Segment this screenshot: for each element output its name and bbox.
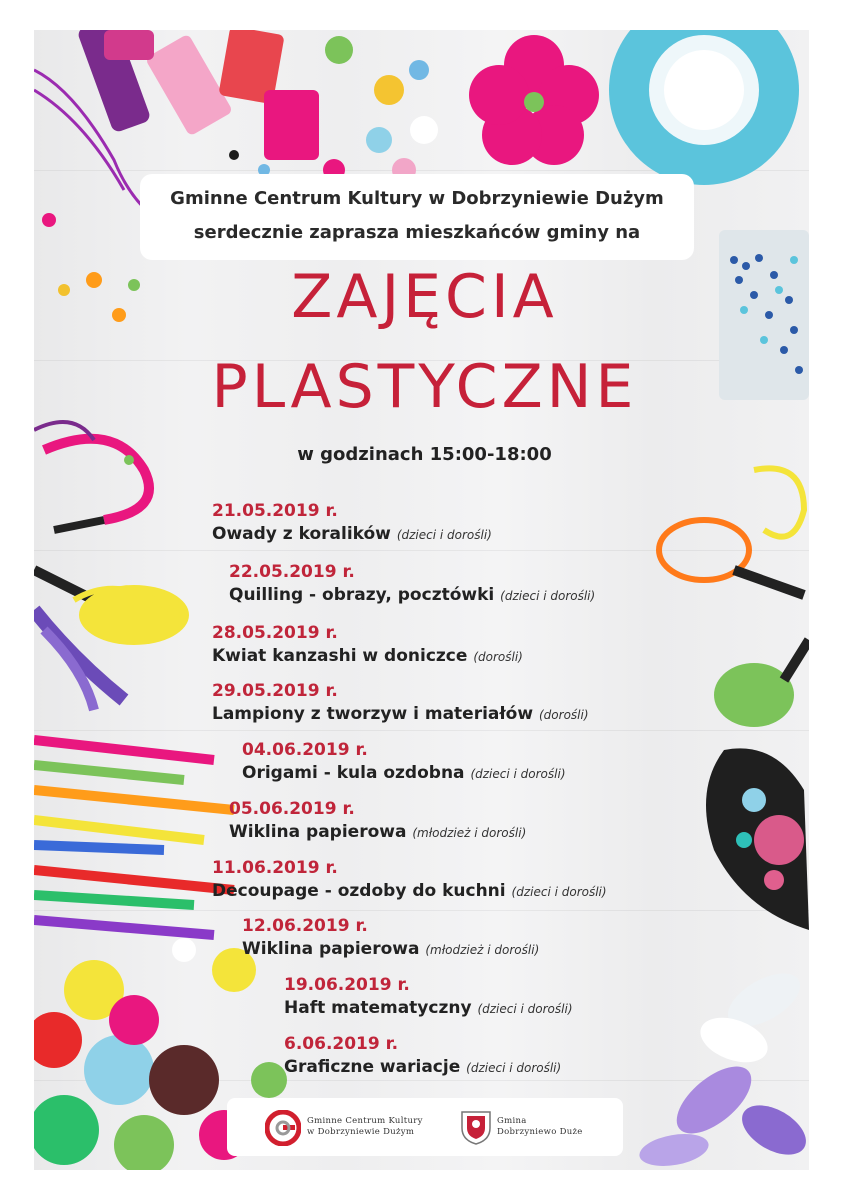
- list-item: [242, 915, 539, 962]
- embroidered-patch-decoration: [684, 730, 809, 930]
- footer-logos: [227, 1098, 623, 1156]
- event-audience: (dzieci i dorośli): [396, 528, 492, 542]
- event-date: 11.06.2019 r.: [212, 858, 338, 878]
- event-audience: (dzieci i dorośli): [511, 885, 607, 899]
- event-date: 04.06.2019 r.: [242, 740, 368, 760]
- list-item: [284, 1033, 561, 1080]
- gck-logo-icon: [265, 1110, 301, 1146]
- header-box: [140, 174, 694, 260]
- event-date: 6.06.2019 r.: [284, 1034, 399, 1054]
- event-audience: (dzieci i dorośli): [477, 1002, 573, 1016]
- event-name: Decoupage - ozdoby do kuchni: [212, 881, 506, 901]
- event-name: Haft matematyczny: [284, 998, 472, 1018]
- event-date: 19.06.2019 r.: [284, 975, 410, 995]
- event-audience: (młodzież i dorośli): [412, 826, 527, 840]
- event-name: Graficzne wariacje: [284, 1057, 461, 1077]
- event-audience: (dorośli): [473, 650, 523, 664]
- list-item: [229, 561, 595, 608]
- event-date: 22.05.2019 r.: [229, 562, 355, 582]
- organizer-name: Gminne Centrum Kultury w Dobrzyniewie Dużym: [170, 188, 664, 209]
- embroidery-thread-right-decoration: [644, 450, 809, 750]
- invitation-text: serdecznie zaprasza mieszkańców gminy na: [193, 222, 641, 243]
- event-audience: (młodzież i dorośli): [425, 943, 540, 957]
- event-name: Wiklina papierowa: [242, 939, 420, 959]
- list-item: [284, 974, 573, 1021]
- event-date: 28.05.2019 r.: [212, 623, 338, 643]
- event-name: Wiklina papierowa: [229, 822, 407, 842]
- fabric-leaves-decoration: [634, 950, 809, 1170]
- event-name: Kwiat kanzashi w doniczce: [212, 646, 468, 666]
- hours-text: w godzinach 15:00-18:00: [297, 444, 552, 465]
- event-audience: (dzieci i dorośli): [470, 767, 566, 781]
- list-item: [212, 622, 523, 669]
- event-date: 21.05.2019 r.: [212, 501, 338, 521]
- event-name: Lampiony z tworzyw i materiałów: [212, 704, 534, 724]
- title-line-1: ZAJĘCIA: [291, 262, 558, 332]
- event-name: Quilling - obrazy, pocztówki: [229, 585, 495, 605]
- event-date: 29.05.2019 r.: [212, 681, 338, 701]
- event-date: 12.06.2019 r.: [242, 916, 368, 936]
- list-item: [242, 739, 566, 786]
- gmina-crest-icon: [459, 1108, 493, 1146]
- event-name: Origami - kula ozdobna: [242, 763, 465, 783]
- event-audience: (dorośli): [539, 708, 589, 722]
- list-item: [229, 798, 526, 845]
- gck-logo-text: Gminne Centrum Kultury w Dobrzyniewie Dużym: [307, 1116, 423, 1137]
- list-item: [212, 500, 492, 547]
- event-audience: (dzieci i dorośli): [466, 1061, 562, 1075]
- gmina-logo-text: Gmina Dobrzyniewo Duże: [497, 1116, 583, 1137]
- list-item: [212, 857, 607, 904]
- event-date: 05.06.2019 r.: [229, 799, 355, 819]
- felt-flower-decoration: [464, 30, 604, 170]
- event-name: Owady z koralików: [212, 524, 391, 544]
- event-audience: (dzieci i dorośli): [500, 589, 596, 603]
- title-line-2: PLASTYCZNE: [211, 352, 638, 422]
- list-item: [212, 680, 589, 727]
